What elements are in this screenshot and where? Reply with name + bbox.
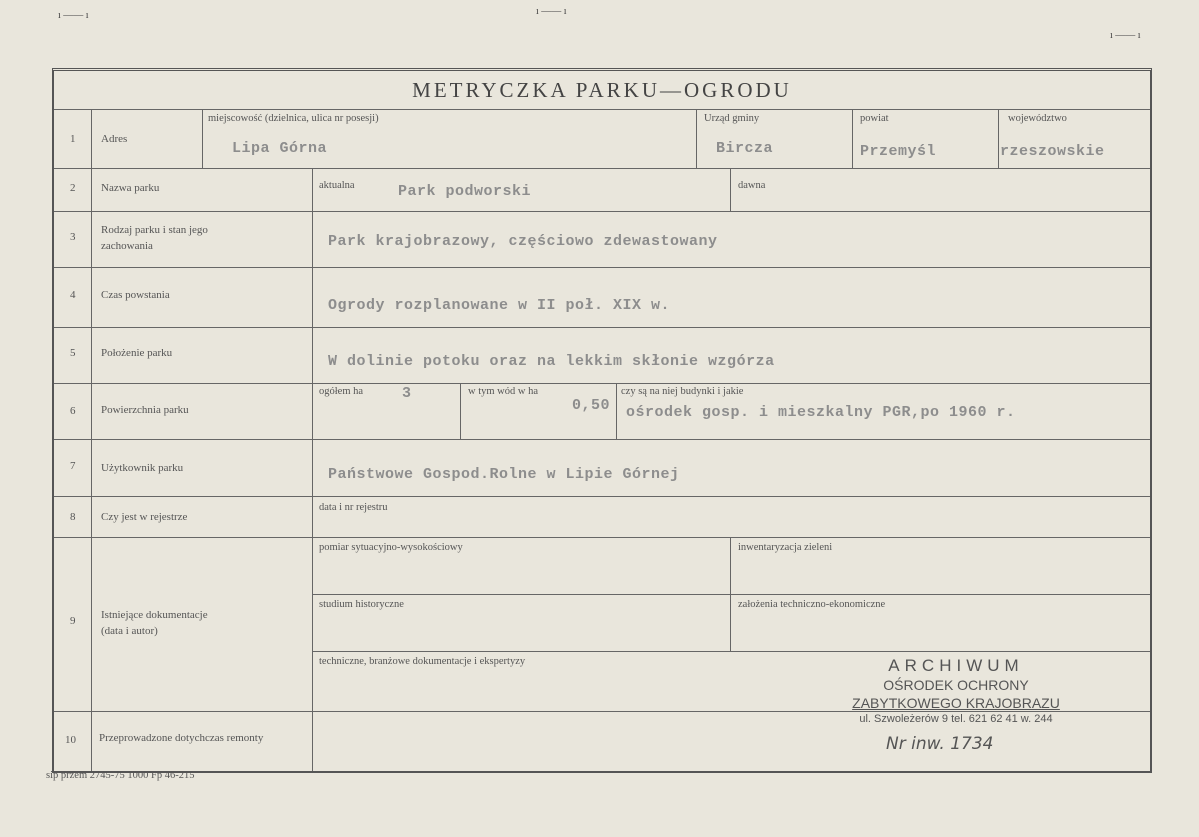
row-label-dokumentacje: Istniejące dokumentacje: [101, 609, 208, 621]
row-label-rodzaj: Rodzaj parku i stan jego: [101, 224, 208, 236]
budynki-value: ośrodek gosp. i mieszkalny PGR,po 1960 r.: [626, 404, 1016, 421]
col-divider: [730, 537, 731, 651]
uzytkownik-value: Państwowe Gospod.Rolne w Lipie Górnej: [328, 466, 680, 483]
row-divider: [54, 211, 1150, 212]
form-title: METRYCZKA PARKU—OGRODU: [54, 71, 1150, 110]
budynki-label: czy są na niej budynki i jakie: [621, 386, 744, 397]
col-divider: [460, 383, 461, 439]
row-number: 3: [70, 231, 76, 243]
handwritten-inventory-number: Nr inw. 1734: [886, 734, 994, 754]
row-number: 4: [70, 289, 76, 301]
corner-mark: ı —— ı: [536, 6, 567, 17]
miejscowosc-label: miejscowość (dzielnica, ulica nr posesji): [208, 113, 379, 124]
inwentaryzacja-label: inwentaryzacja zieleni: [738, 542, 833, 553]
row-number: 10: [65, 734, 76, 746]
rejestr-label: data i nr rejestru: [319, 502, 388, 513]
wojewodztwo-value: rzeszowskie: [1000, 143, 1105, 160]
ogolem-value: 3: [402, 385, 412, 402]
row-label-powierzchnia: Powierzchnia parku: [101, 404, 189, 416]
col-divider: [91, 109, 92, 771]
row-label-uzytkownik: Użytkownik parku: [101, 462, 184, 474]
polozenie-value: W dolinie potoku oraz na lekkim skłonie wzgórza: [328, 353, 775, 370]
row-number: 1: [70, 133, 76, 145]
techniczne-label: techniczne, branżowe dokumentacje i ekspertyzy: [319, 656, 526, 667]
czas-value: Ogrody rozplanowane w II poł. XIX w.: [328, 297, 671, 314]
dawna-label: dawna: [738, 180, 766, 191]
row-number: 9: [70, 615, 76, 627]
aktualna-label: aktualna: [319, 180, 355, 191]
row-number: 2: [70, 182, 76, 194]
urzad-gminy-value: Bircza: [716, 140, 774, 157]
row-divider: [54, 327, 1150, 328]
col-divider: [852, 109, 853, 168]
row-divider: [54, 168, 1150, 169]
row-label-remonty: Przeprowadzone dotychczas remonty: [99, 732, 264, 744]
col-divider: [696, 109, 697, 168]
row-label-rodzaj-2: zachowania: [101, 240, 153, 252]
row-divider: [54, 109, 1150, 110]
powiat-label: powiat: [860, 113, 889, 124]
row-divider: [54, 496, 1150, 497]
stamp-line-2: OŚRODEK OCHRONY: [883, 677, 1029, 693]
zalozenia-label: założenia techniczno-ekonomiczne: [738, 599, 886, 610]
row-number: 5: [70, 347, 76, 359]
wojewodztwo-label: województwo: [1008, 113, 1067, 124]
row-label-czas: Czas powstania: [101, 289, 170, 301]
miejscowosc-value: Lipa Górna: [232, 140, 328, 157]
stamp-address: ul. Szwoleżerów 9 tel. 621 62 41 w. 244: [859, 713, 1053, 725]
corner-mark: ı —— ı: [58, 10, 89, 21]
row-number: 6: [70, 405, 76, 417]
powiat-value: Przemyśl: [860, 143, 937, 160]
row-divider: [54, 537, 1150, 538]
col-divider: [730, 168, 731, 211]
col-divider: [616, 383, 617, 439]
row-divider: [54, 711, 1150, 712]
cell-divider: [312, 594, 1150, 595]
row-number: 8: [70, 511, 76, 523]
wod-value: 0,50: [572, 397, 611, 414]
urzad-gminy-label: Urząd gminy: [704, 113, 760, 124]
stamp-archiwum: ARCHIWUM: [888, 656, 1024, 675]
row-label-nazwa: Nazwa parku: [101, 182, 160, 194]
rodzaj-value: Park krajobrazowy, częściowo zdewastowany: [328, 233, 718, 250]
pomiar-label: pomiar sytuacyjno-wysokościowy: [319, 542, 463, 553]
aktualna-value: Park podworski: [398, 183, 532, 200]
row-divider: [54, 383, 1150, 384]
row-label-adres: Adres: [101, 133, 128, 145]
corner-mark: ı —— ı: [1110, 30, 1141, 41]
ogolem-label: ogółem ha: [319, 386, 364, 397]
print-footer: sip przem 2745-75 1000 Fp 46-215: [46, 770, 195, 781]
row-divider: [54, 267, 1150, 268]
row-label-dokumentacje-2: (data i autor): [101, 625, 158, 637]
wod-label: w tym wód w ha: [468, 386, 538, 397]
row-number: 7: [70, 460, 76, 472]
row-label-rejestr: Czy jest w rejestrze: [101, 511, 188, 523]
studium-label: studium historyczne: [319, 599, 404, 610]
cell-divider: [312, 651, 1150, 652]
col-divider: [998, 109, 999, 168]
stamp-line-3: ZABYTKOWEGO KRAJOBRAZU: [852, 695, 1060, 711]
row-divider: [54, 439, 1150, 440]
col-divider: [202, 109, 203, 168]
row-label-polozenie: Położenie parku: [101, 347, 173, 359]
col-divider: [312, 168, 313, 771]
